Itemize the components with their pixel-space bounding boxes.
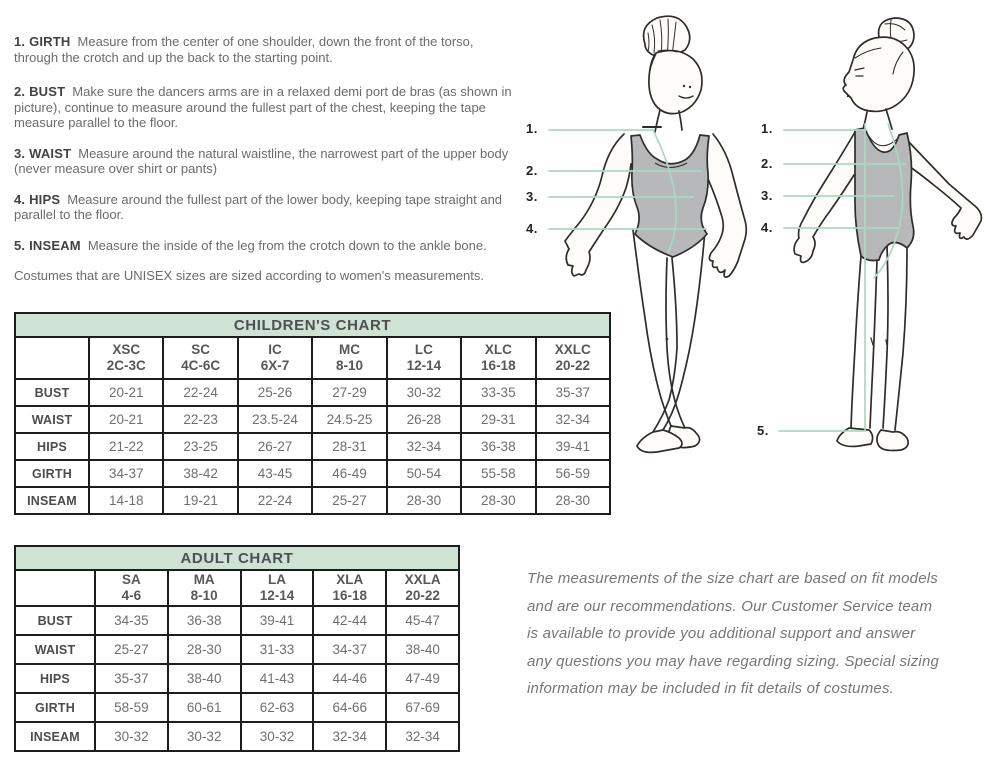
measurement-row: [15, 379, 610, 406]
size-header-row: [15, 337, 610, 379]
measurement-label: HIPS: [29, 191, 61, 207]
measurement-cell: 44-46: [313, 664, 386, 693]
measurement-cell: 26-28: [387, 406, 461, 433]
measurement-row: [15, 460, 610, 487]
measurement-cell: 43-45: [238, 460, 312, 487]
size-column-header: XXLA 20-22: [386, 570, 459, 606]
measurement-cell: 22-23: [163, 406, 237, 433]
size-column-header: SC 4C-6C: [163, 337, 237, 379]
measurement-cell: 20-21: [89, 406, 163, 433]
measurement-cell: 30-32: [387, 379, 461, 406]
instruction-inseam: [14, 238, 514, 254]
measurement-cell: 28-30: [168, 635, 241, 664]
measurement-cell: 67-69: [386, 693, 459, 722]
measurement-cell: 27-29: [312, 379, 386, 406]
back-measure-label-4: 4.: [761, 220, 773, 235]
measurement-cell: 60-61: [168, 693, 241, 722]
measurement-cell: 31-33: [241, 635, 314, 664]
measurement-cell: 25-27: [95, 635, 168, 664]
measurement-row-label: INSEAM: [15, 487, 89, 514]
size-column-header: XSC 2C-3C: [89, 337, 163, 379]
fit-note-line: information may be included in fit details of costumes.: [527, 680, 895, 697]
adult-size-table: [14, 545, 460, 752]
measurement-cell: 19-21: [163, 487, 237, 514]
measurement-label: WAIST: [29, 145, 72, 161]
back-measure-label-1: 1.: [761, 121, 773, 136]
measurement-text: Measure around the natural waistline, the narrowest part of the upper body (never measure over shirt or pants): [14, 145, 509, 176]
measurement-cell: 56-59: [536, 460, 610, 487]
measurement-label: INSEAM: [29, 237, 81, 253]
dancer-back-illustration: [755, 8, 1001, 463]
measurement-cell: 21-22: [89, 433, 163, 460]
front-measure-label-2: 2.: [526, 163, 538, 178]
fit-note-line: any questions you may have regarding sizing. Special sizing: [527, 652, 940, 670]
measurement-row: [15, 635, 459, 664]
back-measure-label-3: 3.: [761, 188, 773, 203]
back-measure-label-2: 2.: [761, 156, 773, 171]
measurement-cell: 34-35: [95, 606, 168, 635]
measurement-cell: 29-31: [461, 406, 535, 433]
measurement-row: [15, 693, 459, 722]
measurement-row-label: INSEAM: [15, 722, 95, 751]
size-column-header: LA 12-14: [241, 570, 314, 606]
measurement-cell: 62-63: [241, 693, 314, 722]
size-header-row: [15, 570, 459, 606]
measurement-cell: 34-37: [313, 635, 386, 664]
measurement-cell: 23.5-24: [238, 406, 312, 433]
measurement-cell: 32-34: [386, 722, 459, 751]
measurement-cell: 39-41: [536, 433, 610, 460]
back-measure-label-5: 5.: [757, 423, 769, 438]
measurement-cell: 23-25: [163, 433, 237, 460]
measurement-row: [15, 722, 459, 751]
size-column-header: MA 8-10: [168, 570, 241, 606]
measurement-number: 2.: [14, 84, 26, 99]
measurement-cell: 41-43: [241, 664, 314, 693]
front-measure-label-3: 3.: [526, 189, 538, 204]
measurement-cell: 14-18: [89, 487, 163, 514]
measurement-text: Measure the inside of the leg from the crotch down to the ankle bone.: [87, 237, 487, 253]
measurement-row-label: WAIST: [15, 406, 89, 433]
measurement-cell: 47-49: [386, 664, 459, 693]
chart-title-row: [15, 313, 610, 337]
measurement-cell: 55-58: [461, 460, 535, 487]
measurement-label: BUST: [29, 84, 66, 99]
measurement-cell: 35-37: [95, 664, 168, 693]
size-column-header: MC 8-10: [312, 337, 386, 379]
measurement-text: Measure from the center of one shoulder, down the front of the torso, through the crotch and up the back to the starting point.: [14, 34, 474, 65]
size-column-header: IC 6X-7: [238, 337, 312, 379]
measurement-number: 4.: [14, 191, 26, 207]
measurement-number: 3.: [14, 145, 26, 161]
measurement-cell: 28-30: [536, 487, 610, 514]
size-column-header: SA 4-6: [95, 570, 168, 606]
measurement-cell: 28-31: [312, 433, 386, 460]
childrens-chart: [14, 312, 611, 515]
measurement-cell: 32-34: [387, 433, 461, 460]
measurement-cell: 22-24: [238, 487, 312, 514]
instruction-girth: [14, 34, 514, 65]
chart-title: ADULT CHART: [15, 546, 459, 570]
measurement-row-label: WAIST: [15, 635, 95, 664]
fit-note-line: is available to provide you additional support and answer: [527, 625, 916, 642]
measurement-cell: 35-37: [536, 379, 610, 406]
measurement-cell: 20-21: [89, 379, 163, 406]
measurement-cell: 36-38: [461, 433, 535, 460]
measurement-cell: 50-54: [387, 460, 461, 487]
measurement-cell: 64-66: [313, 693, 386, 722]
measurement-cell: 42-44: [313, 606, 386, 635]
measurement-row-label: HIPS: [15, 433, 89, 460]
instruction-hips: [14, 192, 514, 223]
measurement-cell: 28-30: [387, 487, 461, 514]
measurement-cell: 32-34: [536, 406, 610, 433]
measurement-cell: 25-26: [238, 379, 312, 406]
measurement-row-label: HIPS: [15, 664, 95, 693]
corner-cell: [15, 337, 89, 379]
measurement-row-label: BUST: [15, 606, 95, 635]
fit-note-line: The measurements of the size chart are based on fit models: [527, 570, 938, 587]
measurement-number: 1.: [14, 34, 26, 49]
measurement-cell: 32-34: [313, 722, 386, 751]
measurement-row: [15, 433, 610, 460]
measurement-text: Make sure the dancers arms are in a relaxed demi port de bras (as shown in picture), continue to measure around the fullest part of the chest, keeping the tape measure parallel to the floor.: [14, 84, 512, 130]
chart-title: CHILDREN'S CHART: [15, 313, 610, 337]
size-column-header: LC 12-14: [387, 337, 461, 379]
measurement-cell: 26-27: [238, 433, 312, 460]
size-column-header: XLA 16-18: [313, 570, 386, 606]
measurement-label: GIRTH: [29, 34, 71, 49]
measurement-instructions: [14, 34, 514, 283]
measurement-number: 5.: [14, 237, 26, 253]
measurement-cell: 25-27: [312, 487, 386, 514]
measurement-cell: 46-49: [312, 460, 386, 487]
chart-title-row: [15, 546, 459, 570]
fit-note: [527, 570, 977, 708]
measurement-cell: 24.5-25: [312, 406, 386, 433]
measurement-text: Measure around the fullest part of the lower body, keeping tape straight and parallel to the floor.: [14, 191, 503, 222]
measurement-row-label: BUST: [15, 379, 89, 406]
measurement-row: [15, 406, 610, 433]
adult-chart: [14, 545, 460, 752]
measurement-cell: 38-40: [386, 635, 459, 664]
measurement-cell: 38-40: [168, 664, 241, 693]
measurement-cell: 28-30: [461, 487, 535, 514]
measurement-cell: 30-32: [95, 722, 168, 751]
instruction-bust: [14, 84, 514, 131]
unisex-note: Costumes that are UNISEX sizes are sized according to women's measurements.: [14, 268, 484, 283]
measurement-row: [15, 606, 459, 635]
measurement-cell: 22-24: [163, 379, 237, 406]
fit-note-line: and are our recommendations. Our Customer Service team: [527, 597, 933, 615]
size-column-header: XLC 16-18: [461, 337, 535, 379]
childrens-size-table: [14, 312, 611, 515]
measurement-cell: 30-32: [241, 722, 314, 751]
measurement-cell: 58-59: [95, 693, 168, 722]
measurement-cell: 33-35: [461, 379, 535, 406]
size-column-header: XXLC 20-22: [536, 337, 610, 379]
corner-cell: [15, 570, 95, 606]
measurement-cell: 45-47: [386, 606, 459, 635]
front-measure-label-4: 4.: [526, 221, 538, 236]
measurement-cell: 36-38: [168, 606, 241, 635]
measurement-row-label: GIRTH: [15, 460, 89, 487]
measurement-cell: 39-41: [241, 606, 314, 635]
measurement-row: [15, 487, 610, 514]
front-measure-label-1: 1.: [526, 121, 538, 136]
measurement-cell: 30-32: [168, 722, 241, 751]
measurement-cell: 38-42: [163, 460, 237, 487]
measurement-row: [15, 664, 459, 693]
measurement-row-label: GIRTH: [15, 693, 95, 722]
measurement-cell: 34-37: [89, 460, 163, 487]
instruction-waist: [14, 146, 514, 177]
